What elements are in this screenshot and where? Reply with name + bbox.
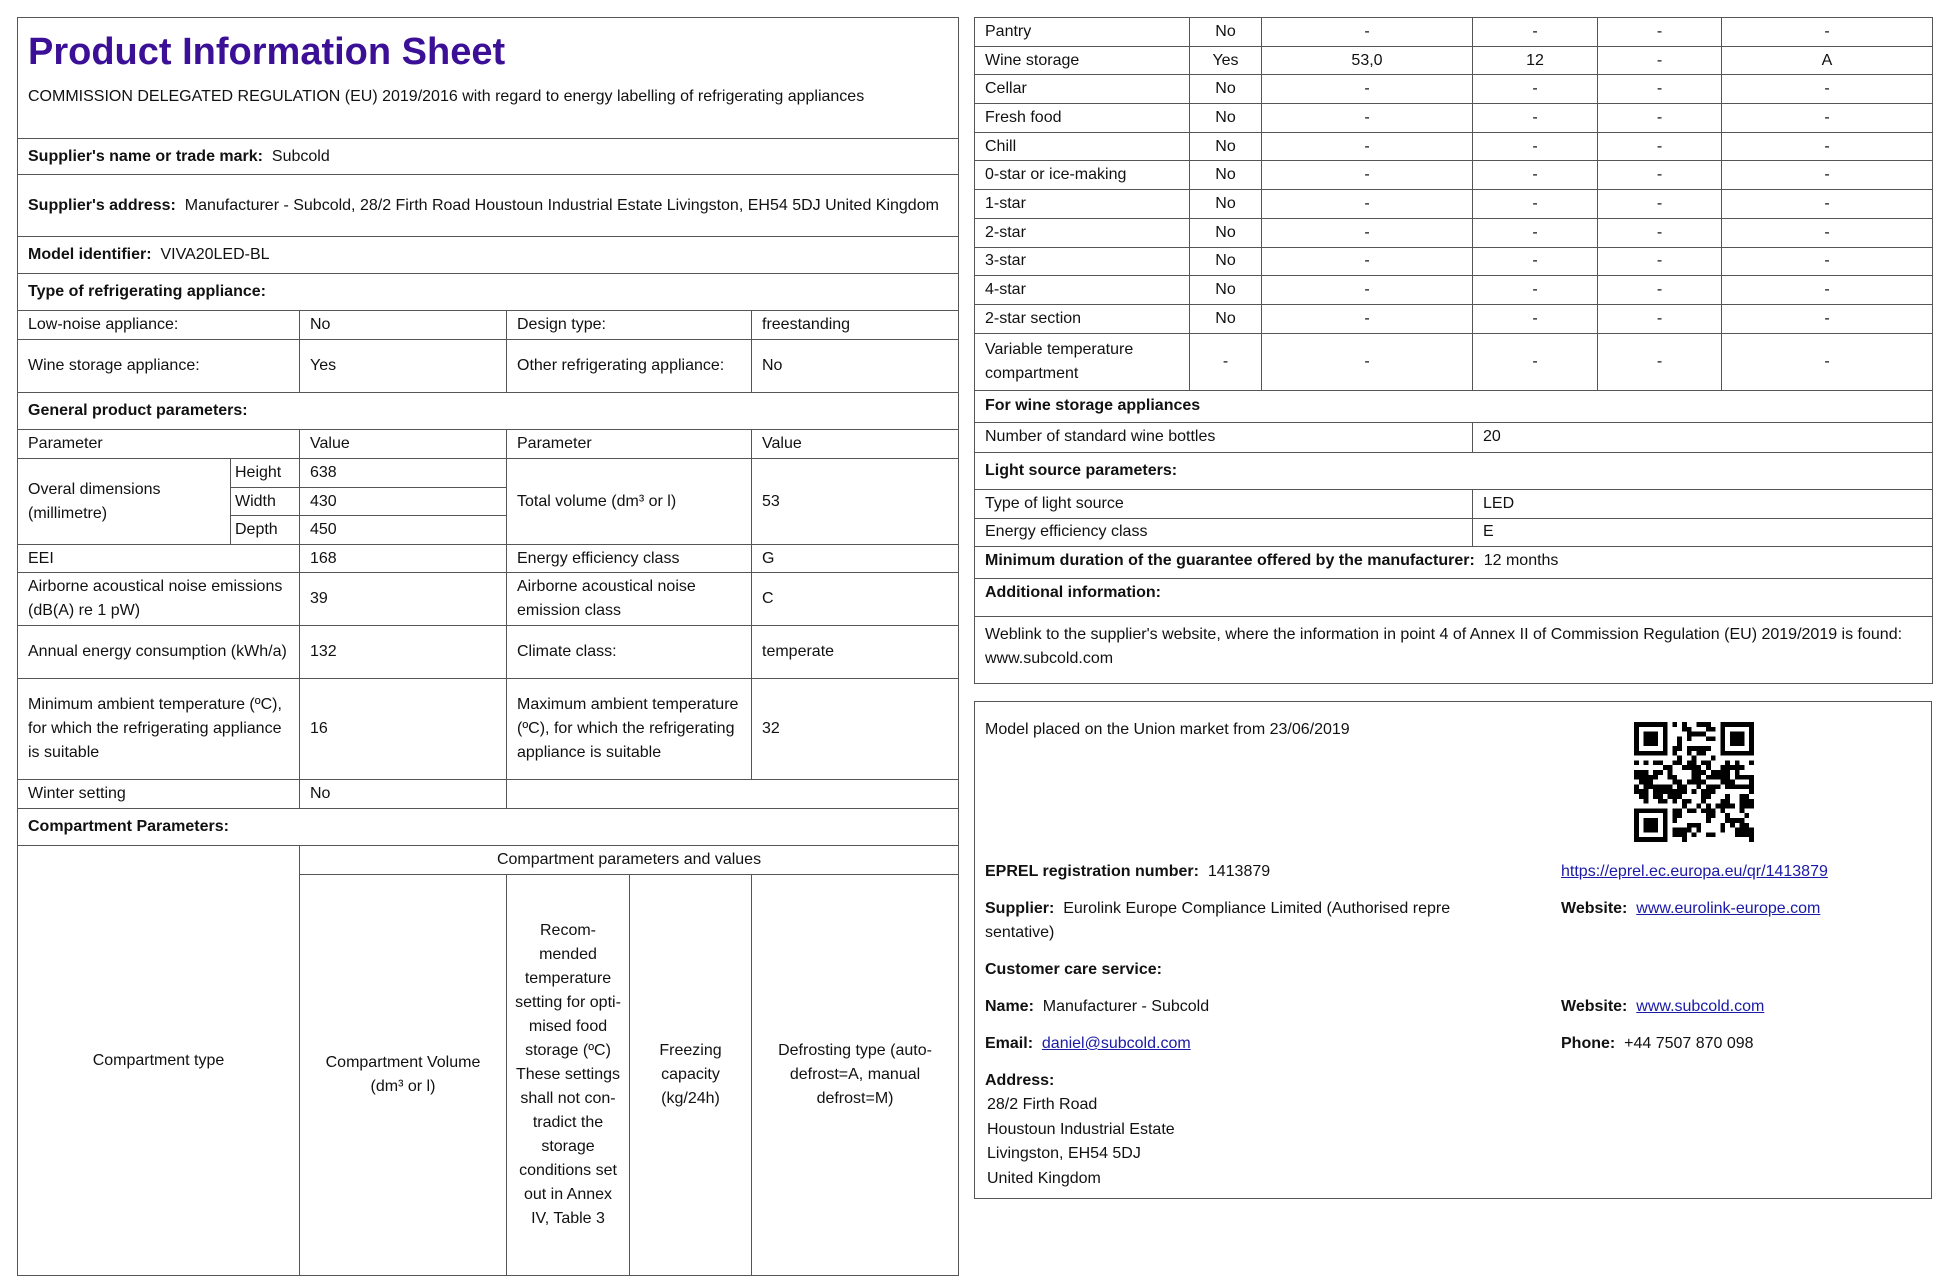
box-supplier-line2: sentative)	[985, 924, 1055, 941]
wine-heading-text: For wine storage appliances	[985, 397, 1201, 415]
compartment-name: 4-star	[975, 276, 1190, 305]
care-name-value: Manufacturer - Subcold	[1042, 998, 1210, 1015]
height-label: Height	[231, 459, 300, 488]
volume-value: 53	[752, 459, 959, 545]
compartment-volume: -	[1262, 104, 1473, 133]
compartment-volume: 53,0	[1262, 46, 1473, 75]
col-parameter: Parameter	[507, 430, 752, 459]
compartment-row	[975, 46, 1933, 75]
supplier-label: Supplier's name or trade mark:	[28, 147, 263, 165]
energy-class-value: G	[752, 545, 959, 573]
compartment-row	[975, 333, 1933, 390]
address-line: Livingston, EH54 5DJ	[987, 1145, 1141, 1162]
light-type-label: Type of light source	[975, 489, 1473, 518]
compartment-defrost: A	[1722, 46, 1933, 75]
general-heading-text: General product parameters:	[28, 402, 248, 419]
compartment-name: Wine storage	[975, 46, 1190, 75]
compartment-present: No	[1190, 161, 1262, 190]
other-appliance-value: No	[752, 340, 959, 393]
width-label: Width	[231, 488, 300, 516]
type-heading-text: Type of refrigerating appliance:	[28, 283, 266, 300]
supplier-value: Subcold	[271, 147, 330, 165]
compartment-present: No	[1190, 276, 1262, 305]
compartment-temp: -	[1473, 276, 1598, 305]
compartment-row	[975, 104, 1933, 133]
wine-storage-value: Yes	[300, 340, 507, 393]
compartment-name: 2-star	[975, 218, 1190, 247]
model-label: Model identifier:	[28, 246, 152, 263]
compartment-name: Cellar	[975, 75, 1190, 104]
compartment-temp: -	[1473, 75, 1598, 104]
light-heading	[975, 452, 1933, 489]
max-ambient-label: Maximum ambient temperature (ºC), for which the refrigerating appliance is suitable	[507, 679, 752, 780]
guarantee-row	[975, 546, 1933, 578]
email-link[interactable]: daniel@subcold.com	[1041, 1035, 1191, 1052]
depth-label: Depth	[231, 516, 300, 545]
guarantee-value: 12 months	[1483, 551, 1559, 569]
care-website-label: Website:	[1561, 998, 1628, 1015]
qr-code-icon[interactable]	[1633, 722, 1755, 842]
energy-class-label: Energy efficiency class	[507, 545, 752, 573]
width-value: 430	[300, 488, 507, 516]
freezing-capacity-header: Freezing capacity (kg/24h)	[630, 875, 752, 1276]
compartment-temp: -	[1473, 333, 1598, 390]
compartment-defrost: -	[1722, 190, 1933, 219]
compartment-volume: -	[1262, 247, 1473, 276]
supplier-info	[985, 897, 1450, 945]
address-line: 28/2 Firth Road	[987, 1096, 1098, 1113]
compartment-present: No	[1190, 304, 1262, 333]
model-value: VIVA20LED-BL	[160, 246, 270, 263]
low-noise-value: No	[300, 311, 507, 340]
compartment-defrost: -	[1722, 247, 1933, 276]
compartment-defrost: -	[1722, 304, 1933, 333]
guarantee-label: Minimum duration of the guarantee offered by the manufacturer:	[985, 551, 1475, 569]
compartment-temp: -	[1473, 190, 1598, 219]
compartment-heading-text: Compartment Parameters:	[28, 818, 229, 835]
box-supplier-line1: Eurolink Europe Compliance Limited (Authorised repre	[1063, 900, 1451, 917]
compartment-present: No	[1190, 18, 1262, 47]
supplier-row	[18, 139, 959, 175]
compartment-row	[975, 304, 1933, 333]
email-label: Email:	[985, 1035, 1034, 1052]
compartment-freezing: -	[1598, 161, 1722, 190]
compartment-present: No	[1190, 218, 1262, 247]
eei-label: EEI	[18, 545, 300, 573]
wine-storage-label: Wine storage appliance:	[18, 340, 300, 393]
compartment-name: Variable temperature compartment	[975, 333, 1190, 390]
compartment-name: Chill	[975, 132, 1190, 161]
compartment-row	[975, 132, 1933, 161]
compartment-freezing: -	[1598, 132, 1722, 161]
compartment-present: No	[1190, 75, 1262, 104]
max-ambient-value: 32	[752, 679, 959, 780]
compartment-defrost: -	[1722, 218, 1933, 247]
compartment-temp: 12	[1473, 46, 1598, 75]
compartment-freezing: -	[1598, 218, 1722, 247]
compartment-volume: -	[1262, 75, 1473, 104]
col-value: Value	[752, 430, 959, 459]
compartment-row	[975, 18, 1933, 47]
defrosting-type-header: Defrosting type (auto-defrost=A, manual defrost=M)	[752, 875, 959, 1276]
noise-class-value: C	[752, 573, 959, 626]
compartment-freezing: -	[1598, 304, 1722, 333]
compartment-defrost: -	[1722, 104, 1933, 133]
annual-energy-label: Annual energy consumption (kWh/a)	[18, 626, 300, 679]
compartment-freezing: -	[1598, 190, 1722, 219]
recommended-temp-header: Recommended temperature setting for optimised food storage (ºC) These settings shall not contradict the storage conditions set out in Annex IV, Table 3	[507, 875, 630, 1276]
compartment-row	[975, 161, 1933, 190]
col-parameter: Parameter	[18, 430, 300, 459]
compartment-name: Fresh food	[975, 104, 1190, 133]
address-value: Manufacturer - Subcold, 28/2 Firth Road Houstoun Industrial Estate Livingston, EH54 5DJ United Kingdom	[184, 196, 939, 214]
additional-text: Weblink to the supplier's website, where the information in point 4 of Annex II of Commission Regulation (EU) 2019/2019 is found: www.subcold.com	[975, 616, 1933, 683]
compartment-volume-header: Compartment Volume (dm³ or l)	[300, 875, 507, 1276]
eprel-value: 1413879	[1207, 863, 1271, 880]
supplier-website-label: Website:	[1561, 900, 1628, 917]
compartment-freezing: -	[1598, 276, 1722, 305]
wine-heading	[975, 390, 1933, 422]
design-type-value: freestanding	[752, 311, 959, 340]
compartment-row	[975, 247, 1933, 276]
design-type-label: Design type:	[507, 311, 752, 340]
eei-value: 168	[300, 545, 507, 573]
dimensions-label: Overal dimensions (millimetre)	[18, 459, 231, 545]
compartment-row	[975, 218, 1933, 247]
compartment-name: 2-star section	[975, 304, 1190, 333]
page-title: Product Information Sheet	[28, 31, 506, 73]
compartment-volume: -	[1262, 276, 1473, 305]
compartment-freezing: -	[1598, 75, 1722, 104]
compartment-row	[975, 75, 1933, 104]
compartment-temp: -	[1473, 218, 1598, 247]
compartment-group-header: Compartment parameters and values	[300, 846, 959, 875]
compartment-freezing: -	[1598, 104, 1722, 133]
compartment-present: No	[1190, 247, 1262, 276]
header-cell	[18, 18, 959, 139]
compartment-freezing: -	[1598, 333, 1722, 390]
eprel-label: EPREL registration number:	[985, 863, 1199, 880]
care-name-label: Name:	[985, 998, 1034, 1015]
min-ambient-label: Minimum ambient temperature (ºC), for which the refrigerating appliance is suitable	[18, 679, 300, 780]
depth-value: 450	[300, 516, 507, 545]
compartment-table	[974, 17, 1933, 684]
winter-setting-value: No	[300, 780, 507, 809]
compartment-temp: -	[1473, 161, 1598, 190]
additional-heading	[975, 578, 1933, 616]
additional-heading-text: Additional information:	[985, 583, 1161, 601]
address-line: Houstoun Industrial Estate	[987, 1121, 1175, 1138]
compartment-temp: -	[1473, 304, 1598, 333]
col-value: Value	[300, 430, 507, 459]
compartment-defrost: -	[1722, 132, 1933, 161]
noise-label: Airborne acoustical noise emissions (dB(A) re 1 pW)	[18, 573, 300, 626]
placed-on-market: Model placed on the Union market from 23/06/2019	[985, 721, 1350, 738]
compartment-present: No	[1190, 104, 1262, 133]
noise-value: 39	[300, 573, 507, 626]
compartment-defrost: -	[1722, 276, 1933, 305]
min-ambient-value: 16	[300, 679, 507, 780]
eprel-info-box	[974, 701, 1932, 1199]
compartment-defrost: -	[1722, 333, 1933, 390]
winter-setting-label: Winter setting	[18, 780, 300, 809]
compartment-volume: -	[1262, 161, 1473, 190]
compartment-name: 1-star	[975, 190, 1190, 219]
care-website-link[interactable]: www.subcold.com	[1636, 998, 1765, 1015]
compartment-freezing: -	[1598, 247, 1722, 276]
address-label: Supplier's address:	[28, 196, 176, 214]
product-info-table	[17, 17, 959, 1276]
compartment-name: 0-star or ice-making	[975, 161, 1190, 190]
regulation-text: COMMISSION DELEGATED REGULATION (EU) 2019/2016 with regard to energy labelling of refrigerating appliances	[28, 88, 865, 105]
compartment-present: Yes	[1190, 46, 1262, 75]
address-line: United Kingdom	[987, 1170, 1101, 1187]
eprel-row	[985, 860, 1270, 884]
empty-cell	[507, 780, 959, 809]
volume-label: Total volume (dm³ or l)	[507, 459, 752, 545]
compartment-volume: -	[1262, 190, 1473, 219]
general-heading	[18, 393, 959, 430]
low-noise-label: Low-noise appliance:	[18, 311, 300, 340]
phone-value: +44 7507 870 098	[1624, 1035, 1754, 1052]
light-class-value: E	[1473, 518, 1933, 546]
compartment-defrost: -	[1722, 161, 1933, 190]
bottles-label: Number of standard wine bottles	[975, 422, 1473, 452]
compartment-temp: -	[1473, 18, 1598, 47]
compartment-row	[975, 190, 1933, 219]
other-appliance-label: Other refrigerating appliance:	[507, 340, 752, 393]
compartment-present: No	[1190, 190, 1262, 219]
light-heading-text: Light source parameters:	[985, 461, 1178, 479]
compartment-heading	[18, 809, 959, 846]
compartment-freezing: -	[1598, 46, 1722, 75]
compartment-volume: -	[1262, 333, 1473, 390]
address-row	[18, 175, 959, 237]
compartment-temp: -	[1473, 247, 1598, 276]
compartment-name: Pantry	[975, 18, 1190, 47]
annual-energy-value: 132	[300, 626, 507, 679]
compartment-defrost: -	[1722, 75, 1933, 104]
bottles-value: 20	[1473, 422, 1933, 452]
supplier-website-link[interactable]: www.eurolink-europe.com	[1636, 900, 1821, 917]
compartment-present: No	[1190, 132, 1262, 161]
customer-care-heading: Customer care service:	[985, 961, 1162, 978]
light-class-label: Energy efficiency class	[975, 518, 1473, 546]
model-row	[18, 237, 959, 274]
compartment-row	[975, 276, 1933, 305]
compartment-defrost: -	[1722, 18, 1933, 47]
compartment-present: -	[1190, 333, 1262, 390]
compartment-temp: -	[1473, 104, 1598, 133]
eprel-link[interactable]: https://eprel.ec.europa.eu/qr/1413879	[1561, 863, 1828, 880]
phone-label: Phone:	[1561, 1035, 1616, 1052]
noise-class-label: Airborne acoustical noise emission class	[507, 573, 752, 626]
compartment-volume: -	[1262, 218, 1473, 247]
height-value: 638	[300, 459, 507, 488]
type-heading	[18, 274, 959, 311]
compartment-freezing: -	[1598, 18, 1722, 47]
compartment-volume: -	[1262, 18, 1473, 47]
climate-class-value: temperate	[752, 626, 959, 679]
box-supplier-label: Supplier:	[985, 900, 1055, 917]
compartment-volume: -	[1262, 132, 1473, 161]
climate-class-label: Climate class:	[507, 626, 752, 679]
compartment-type-header: Compartment type	[18, 846, 300, 1276]
light-type-value: LED	[1473, 489, 1933, 518]
box-address-label: Address:	[985, 1072, 1055, 1089]
compartment-name: 3-star	[975, 247, 1190, 276]
compartment-temp: -	[1473, 132, 1598, 161]
compartment-volume: -	[1262, 304, 1473, 333]
